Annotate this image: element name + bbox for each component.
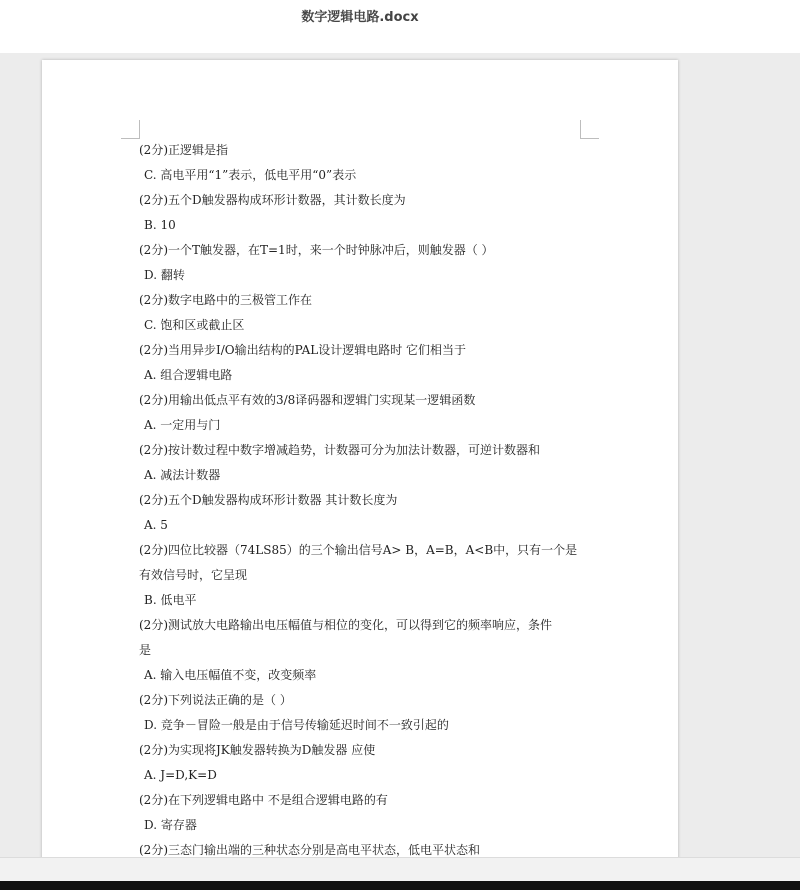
question-line: 有效信号时，它呈现: [139, 568, 248, 582]
question-line: (2分)在下列逻辑电路中 不是组合逻辑电路的有: [139, 793, 388, 807]
answer-line: C. 饱和区或截止区: [144, 318, 245, 332]
question-line: (2分)下列说法正确的是（ ）: [139, 693, 292, 707]
answer-line: D. 寄存器: [144, 818, 197, 832]
answer-line: A. 一定用与门: [144, 418, 221, 432]
question-line: (2分)按计数过程中数字增减趋势，计数器可分为加法计数器，可逆计数器和: [139, 443, 541, 457]
question-line: (2分)一个T触发器，在T=1时，来一个时钟脉冲后，则触发器（ ）: [139, 243, 494, 257]
title-bar: [0, 0, 800, 53]
question-line: (2分)数字电路中的三极管工作在: [139, 293, 312, 307]
question-line: (2分)三态门输出端的三种状态分别是高电平状态，低电平状态和: [139, 843, 481, 857]
question-line: (2分)正逻辑是指: [139, 143, 228, 157]
answer-line: A. 5: [144, 518, 168, 532]
answer-line: A. J=D,K=D: [144, 768, 217, 782]
corner-mark-top-left: [121, 120, 140, 139]
question-line: (2分)为实现将JK触发器转换为D触发器 应使: [139, 743, 376, 757]
screen-bottom-edge: [0, 881, 800, 890]
question-line: (2分)当用异步I/O输出结构的PAL设计逻辑电路时 它们相当于: [139, 343, 467, 357]
question-line: (2分)四位比较器（74LS85）的三个输出信号A> B，A=B，A<B中，只有一个是: [139, 543, 578, 557]
question-line: (2分)五个D触发器构成环形计数器，其计数长度为: [139, 193, 406, 207]
answer-line: D. 竞争－冒险一般是由于信号传输延迟时间不一致引起的: [144, 718, 449, 732]
answer-line: A. 输入电压幅值不变，改变频率: [144, 668, 317, 682]
document-title: 数字逻辑电路.docx: [301, 10, 419, 25]
answer-line: C. 高电平用“1”表示，低电平用“0”表示: [144, 168, 357, 182]
document-viewer[interactable]: [0, 53, 800, 857]
corner-mark-top-right: [580, 120, 599, 139]
document-body: [139, 138, 589, 863]
answer-line: D. 翻转: [144, 268, 185, 282]
answer-line: B. 低电平: [144, 593, 197, 607]
question-line: 是: [139, 643, 152, 657]
question-line: (2分)用输出低点平有效的3/8译码器和逻辑门实现某一逻辑函数: [139, 393, 476, 407]
status-bar: [0, 857, 800, 882]
question-line: (2分)测试放大电路输出电压幅值与相位的变化，可以得到它的频率响应，条件: [139, 618, 553, 632]
answer-line: B. 10: [144, 218, 176, 232]
answer-line: A. 组合逻辑电路: [144, 368, 233, 382]
question-line: (2分)五个D触发器构成环形计数器 其计数长度为: [139, 493, 398, 507]
document-page: [42, 60, 678, 880]
answer-line: A. 减法计数器: [144, 468, 221, 482]
